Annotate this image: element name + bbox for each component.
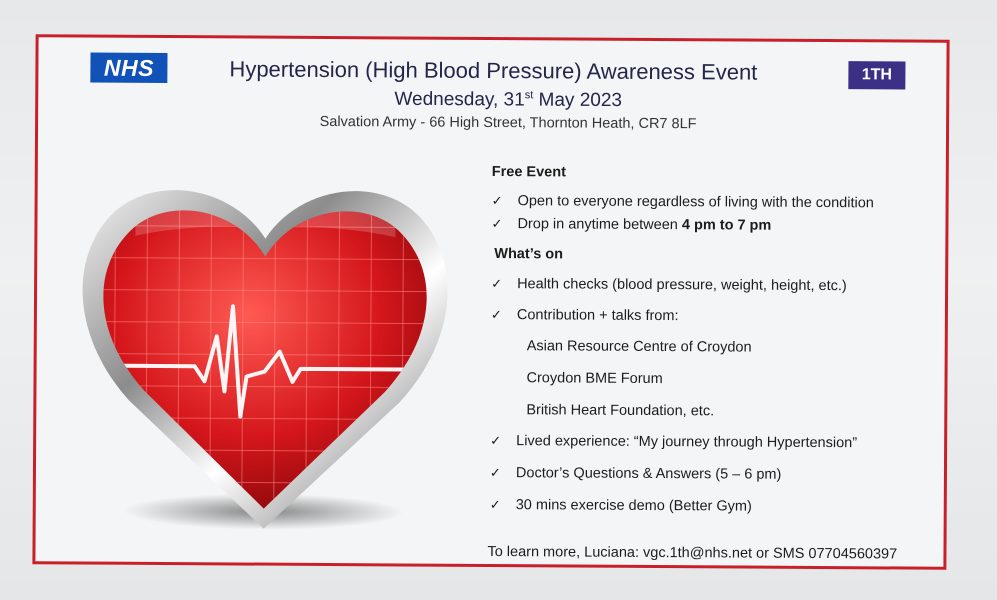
- event-venue: Salvation Army - 66 High Street, Thornton Heath, CR7 8LF: [319, 113, 697, 133]
- list-item: ✓ 30 mins exercise demo (Better Gym): [489, 496, 752, 515]
- list-item: ✓ Contribution + talks from:: [490, 306, 679, 325]
- heart-ecg-image: [74, 175, 456, 537]
- check-icon: ✓: [491, 216, 503, 232]
- list-item: ✓ Lived experience: “My journey through Hypertension”: [490, 432, 858, 452]
- list-item: ✓ Drop in anytime between 4 pm to 7 pm: [491, 216, 772, 234]
- event-title: Hypertension (High Blood Pressure) Awareness Event: [229, 56, 758, 85]
- check-icon: ✓: [491, 193, 503, 209]
- check-icon: ✓: [490, 432, 502, 449]
- list-item: ✓ Health checks (blood pressure, weight, height, etc.): [491, 276, 847, 295]
- whats-on-heading: What’s on: [494, 246, 564, 263]
- list-item: ✓ Doctor’s Questions & Answers (5 – 6 pm): [489, 464, 782, 483]
- contact-info: To learn more, Luciana: vgc.1th@nhs.net or SMS 07704560397: [487, 543, 898, 563]
- contributor-item: British Heart Foundation, etc.: [526, 402, 715, 420]
- contributor-item: Asian Resource Centre of Croydon: [526, 338, 752, 356]
- onetih-logo: 1TH: [848, 61, 905, 89]
- event-date: Wednesday, 31st May 2023: [394, 88, 623, 112]
- nhs-logo: NHS: [90, 53, 167, 83]
- check-icon: ✓: [489, 464, 501, 481]
- check-icon: ✓: [490, 306, 502, 323]
- check-icon: ✓: [489, 496, 501, 513]
- event-flyer: [32, 34, 949, 570]
- free-event-heading: Free Event: [491, 164, 566, 181]
- list-item: ✓ Open to everyone regardless of living with the condition: [491, 193, 874, 212]
- contributor-item: Croydon BME Forum: [526, 370, 663, 388]
- check-icon: ✓: [491, 276, 503, 292]
